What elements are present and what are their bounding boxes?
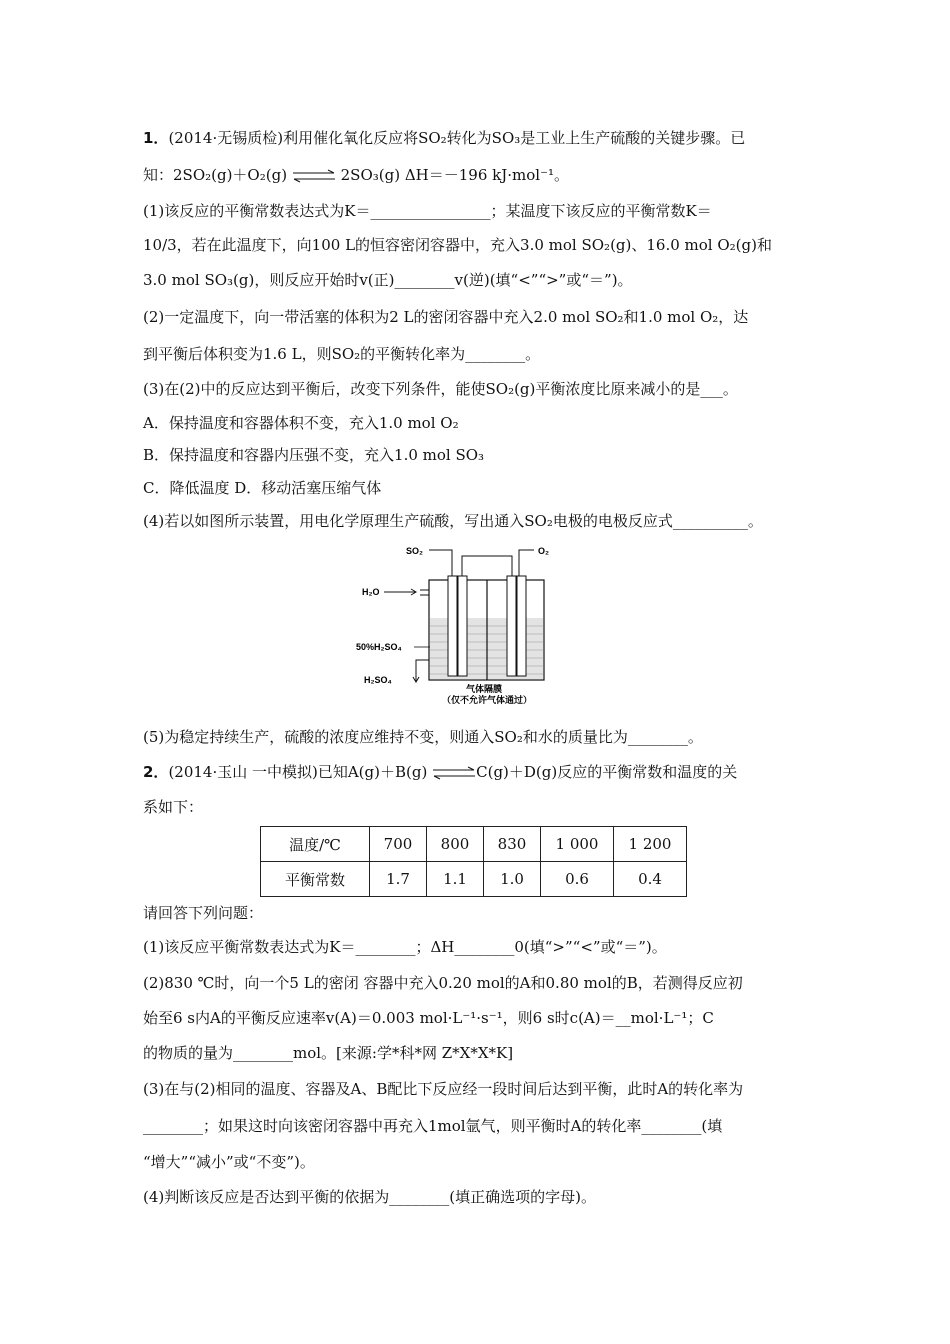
table-cell: 1.1 — [427, 862, 484, 897]
q1-option-cd: C．降低温度 D．移动活塞压缩气体 — [143, 479, 382, 497]
q2-part3-line3: “增大”“减小”或“不变”)。 — [143, 1153, 315, 1171]
o2-electrode — [517, 576, 526, 676]
table-cell: 1 200 — [614, 827, 687, 862]
h2so4-outlet-label: H₂SO₄ — [364, 675, 392, 685]
q2-part2-line2: 始至6 s内A的平衡反应速率v(A)＝0.003 mol·L⁻¹·s⁻¹，则6 s时c(A)＝__mol·L⁻¹；C — [143, 1009, 714, 1027]
q2-prompt: 请回答下列问题： — [143, 904, 264, 922]
table-cell: 1.7 — [370, 862, 427, 897]
q2-part3-line2: ________；如果这时向该密闭容器中再充入1mol氩气，则平衡时A的转化率________(填 — [143, 1117, 723, 1135]
middle-pipe — [462, 556, 512, 580]
table-cell: 1 000 — [541, 827, 614, 862]
table-cell: 0.4 — [614, 862, 687, 897]
table-cell: 830 — [484, 827, 541, 862]
q2-header-suffix: C(g)＋D(g)反应的平衡常数和温度的关 — [476, 763, 738, 781]
q2-part1: (1)该反应平衡常数表达式为K＝________；ΔH________0(填“>”“<”或“＝”)。 — [143, 938, 667, 956]
electrolysis-apparatus-figure — [354, 540, 594, 705]
q1-part4-line1: (4)若以如图所示装置，用电化学原理生产硫酸，写出通入SO₂电极的电极反应式__________。 — [143, 512, 763, 530]
q2-part3-line1: (3)在与(2)相同的温度、容器及A、B配比下反应经一段时间后达到平衡，此时A的转化率为 — [143, 1080, 744, 1098]
q1-option-b: B．保持温度和容器内压强不变，充入1.0 mol SO₃ — [143, 446, 485, 464]
so2-inlet-label: SO₂ — [406, 546, 424, 556]
q1-part1-line1: (1)该反应的平衡常数表达式为K＝________________；某温度下该反应的平衡常数K＝ — [143, 202, 712, 220]
membrane-caption-note: （仅不允许气体通过） — [442, 696, 533, 705]
q2-number: 2． — [143, 763, 169, 781]
table-row — [261, 862, 687, 897]
q1-part3-line1: (3)在(2)中的反应达到平衡后，改变下列条件，能使SO₂(g)平衡浓度比原来减小的是___。 — [143, 380, 738, 398]
q1-option-a: A．保持温度和容器体积不变，充入1.0 mol O₂ — [143, 414, 459, 432]
equilibrium-arrow-icon — [292, 169, 336, 183]
equilibrium-constant-table — [260, 826, 687, 897]
q1-given — [143, 165, 823, 185]
q2-part4: (4)判断该反应是否达到平衡的依据为________(填正确选项的字母)。 — [143, 1188, 596, 1206]
q1-given-suffix: 2SO₃(g) ΔH＝－196 kJ·mol⁻¹。 — [340, 166, 569, 184]
table-cell: 平衡常数 — [261, 862, 370, 897]
table-cell: 700 — [370, 827, 427, 862]
table-cell: 1.0 — [484, 862, 541, 897]
electrode-3 — [507, 576, 516, 676]
q1-part2-line1: (2)一定温度下，向一带活塞的体积为2 L的密闭容器中充入2.0 mol SO₂和1.0 mol O₂，达 — [143, 308, 749, 326]
q1-part5-line1: (5)为稳定持续生产，硫酸的浓度应维持不变，则通入SO₂和水的质量比为________。 — [143, 728, 703, 746]
table-cell: 温度/℃ — [261, 827, 370, 862]
q1-part2-line2: 到平衡后体积变为1.6 L，则SO₂的平衡转化率为________。 — [143, 345, 541, 363]
q2-part2-line3: 的物质的量为________mol。[来源:学*科*网 Z*X*X*K] — [143, 1044, 514, 1062]
q2-header — [143, 762, 823, 782]
acid-concentration-label: 50%H₂SO₄ — [356, 642, 402, 652]
so2-electrode — [448, 576, 457, 676]
q2-header-line2: 系如下： — [143, 798, 204, 816]
q1-part1-line2: 10/3，若在此温度下，向100 L的恒容密闭容器中，充入3.0 mol SO₂(g)、16.0 mol O₂(g)和 — [143, 236, 772, 254]
q2-part2-line1: (2)830 ℃时，向一个5 L的密闭 容器中充入0.20 mol的A和0.80 mol的B，若测得反应初 — [143, 974, 743, 992]
o2-inlet-label: O₂ — [538, 546, 549, 556]
h2o-inlet-label: H₂O — [362, 587, 380, 597]
q1-given-prefix: 知：2SO₂(g)＋O₂(g) — [143, 166, 288, 184]
q1-header-text: (2014·无锡质检)利用催化氧化反应将SO₂转化为SO₃是工业上生产硫酸的关键步骤。已 — [168, 129, 746, 147]
table-cell: 0.6 — [541, 862, 614, 897]
q2-header-prefix: (2014·玉山 一中模拟)已知A(g)＋B(g) — [168, 763, 428, 781]
table-row — [261, 827, 687, 862]
table-cell: 800 — [427, 827, 484, 862]
electrode-2 — [458, 576, 467, 676]
equilibrium-arrow-icon — [432, 766, 476, 780]
q1-header — [143, 128, 823, 148]
membrane-caption: 气体隔膜 — [466, 685, 503, 695]
q1-number: 1． — [143, 129, 169, 147]
q1-part1-line3: 3.0 mol SO₃(g)，则反应开始时v(正)________v(逆)(填“<”“>”或“＝”)。 — [143, 271, 633, 289]
